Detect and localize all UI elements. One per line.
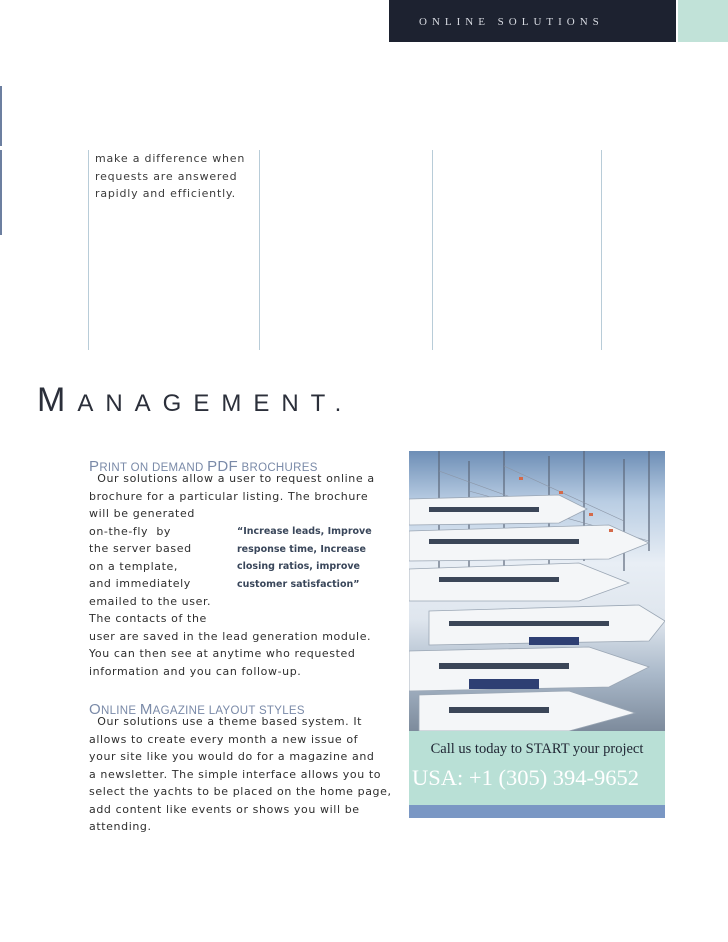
- text-line: select the yachts to be placed on the home page,: [89, 785, 392, 798]
- pdf-title-part: PDF: [207, 458, 239, 475]
- intro-text: make a difference when requests are answered rapidly and efficiently.: [95, 152, 246, 200]
- text-line: and immediately: [89, 577, 191, 590]
- magazine-title-part: O: [89, 701, 101, 718]
- yacht-marina-photo: [409, 451, 665, 731]
- quote-line: closing ratios, improve: [237, 561, 360, 572]
- section-heading: [37, 381, 353, 420]
- text-line: allows to create every month a new issue of: [89, 732, 359, 746]
- text-line: emailed to the user.: [89, 594, 212, 608]
- pull-quote: [237, 523, 387, 593]
- magazine-title-part: M: [139, 701, 153, 718]
- text-line: You can then see at anytime who requested: [89, 647, 356, 660]
- callout-accent-bar: [409, 805, 665, 818]
- column-rule-4: [601, 150, 602, 350]
- text-line: Our solutions allow a user to request online a: [89, 472, 375, 485]
- text-line: user are saved in the lead generation module.: [89, 629, 372, 643]
- column-rule-1: [88, 150, 89, 350]
- phone-number: USA: +1 (305) 394-9652: [412, 765, 640, 790]
- text-line: the server based: [89, 542, 192, 555]
- heading-rest: ANAGEMENT.: [77, 390, 354, 417]
- header-label: ONLINE SOLUTIONS: [419, 16, 604, 28]
- call-to-action-text: Call us today to START your project: [430, 741, 644, 757]
- yacht-illustration: [409, 451, 665, 731]
- text-line: your site like you would do for a magazine and: [89, 750, 375, 763]
- left-margin-rule-top: [0, 86, 2, 146]
- text-line: on a template,: [89, 559, 178, 573]
- text-line: The contacts of the: [89, 612, 207, 625]
- text-line: information and you can follow-up.: [89, 664, 302, 678]
- text-line: attending.: [89, 820, 152, 833]
- text-line: add content like events or shows you will be: [89, 802, 360, 816]
- pdf-title-part: P: [89, 458, 100, 475]
- text-line: a newsletter. The simple interface allows you to: [89, 767, 382, 781]
- header-accent-block: [678, 0, 728, 42]
- column-rule-2: [259, 150, 260, 350]
- column-rule-3: [432, 150, 433, 350]
- quote-line: “Increase leads, Improve: [237, 526, 372, 537]
- pdf-title-part: RINT ON DEMAND: [99, 462, 208, 474]
- call-to-action-box: [409, 731, 665, 805]
- magazine-title-part: AGAZINE LAYOUT STYLES: [152, 705, 305, 717]
- magazine-title-part: NLINE: [100, 705, 140, 717]
- text-line: will be generated: [89, 507, 195, 520]
- quote-line: response time, Increase: [237, 543, 366, 555]
- quote-line: customer satisfaction”: [237, 578, 360, 590]
- online-magazine-text: [89, 713, 392, 836]
- left-margin-rule-bottom: [0, 150, 2, 235]
- heading-initial: M: [37, 381, 78, 419]
- text-line: Our solutions use a theme based system. It: [89, 715, 363, 728]
- header-bar: [389, 0, 676, 42]
- pdf-title-part: BROCHURES: [238, 462, 318, 474]
- text-line: on-the-fly by: [89, 524, 172, 538]
- text-line: brochure for a particular listing. The brochure: [89, 489, 369, 503]
